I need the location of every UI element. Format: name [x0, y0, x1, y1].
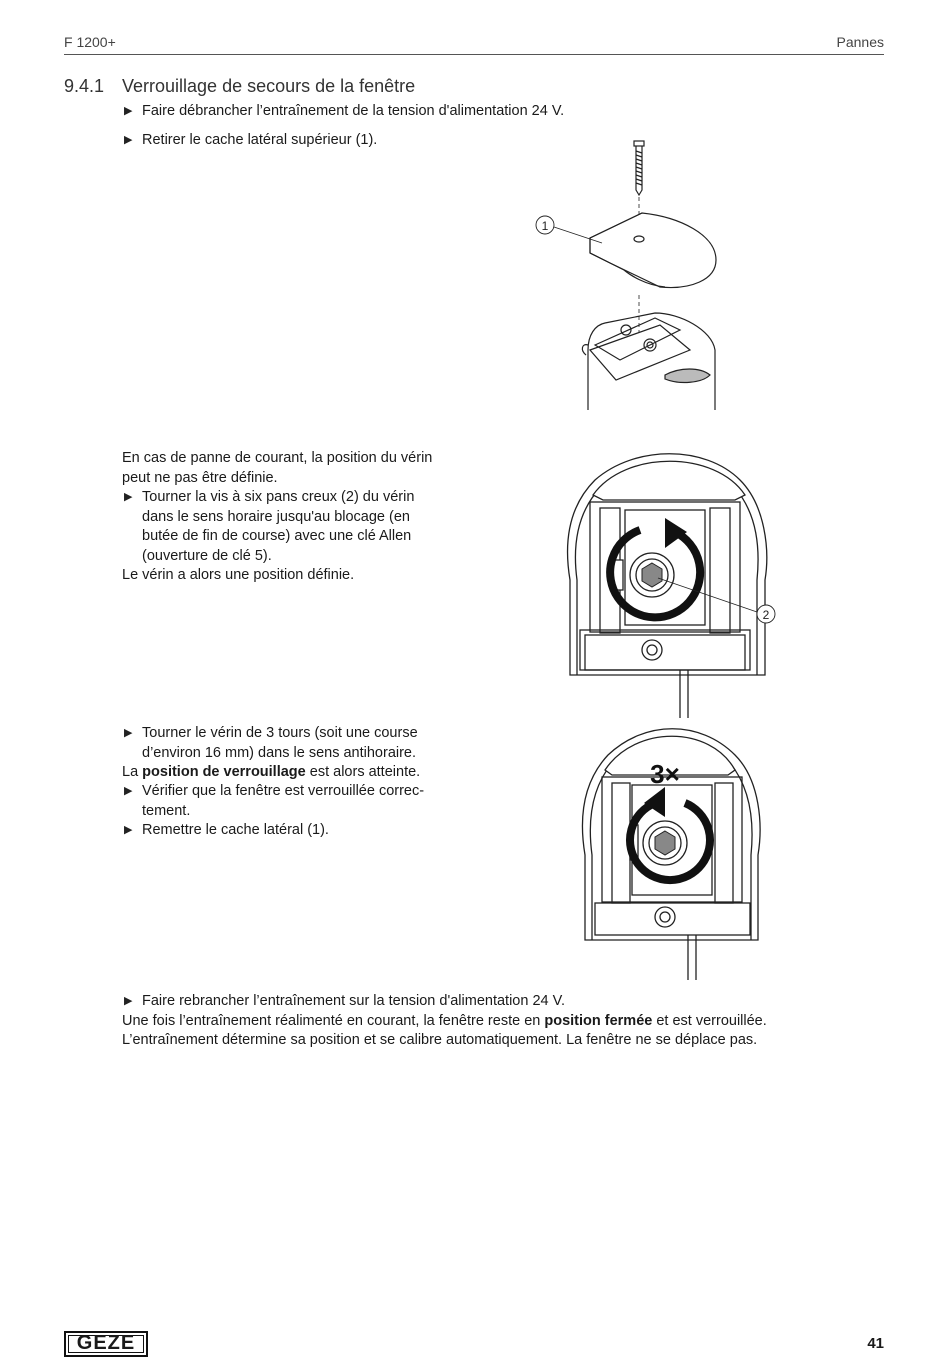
- bullet-arrow-icon: ▶: [124, 105, 133, 117]
- geze-logo: GEZE: [64, 1331, 148, 1357]
- section-title: Verrouillage de secours de la fenêtre: [122, 76, 416, 96]
- figure-counterclockwise-rotation: [570, 725, 770, 985]
- bullet-arrow-icon: ▶: [124, 134, 133, 146]
- result-locking-position: La position de verrouillage est alors atteinte.: [122, 764, 421, 780]
- step-disconnect: ▶ Faire débrancher l’entraînement de la tension d'alimentation 24 V.: [122, 102, 564, 122]
- step-remove-cover: ▶ Retirer le cache latéral supérieur (1).: [122, 131, 377, 151]
- header-rule: [64, 54, 884, 55]
- callout-2: 2: [762, 608, 770, 622]
- bullet-arrow-icon: ▶: [124, 824, 133, 836]
- bullet-arrow-icon: ▶: [124, 785, 133, 797]
- doc-title: F 1200+: [64, 34, 116, 50]
- step-reconnect: ▶ Faire rebrancher l’entraînement sur la tension d'alimentation 24 V.: [122, 992, 565, 1012]
- result-closed-position: Une fois l’entraînement réalimenté en courant, la fenêtre reste en position fermée et est verrouillée.: [122, 1013, 767, 1029]
- figure-cover-removal: [520, 135, 740, 410]
- result-defined-position: Le vérin a alors une position définie.: [122, 567, 355, 583]
- section-number: 9.4.1: [64, 76, 105, 96]
- chapter-title: Pannes: [836, 34, 884, 50]
- bullet-arrow-icon: ▶: [124, 491, 133, 503]
- figure-clockwise-rotation: [555, 450, 785, 720]
- power-failure-intro: En cas de panne de courant, la position du vérin peut ne pas être définie.: [122, 450, 433, 486]
- step-check-locked: ▶ Vérifier que la fenêtre est verrouillée correc- tement.: [124, 783, 425, 819]
- step-turn-counterclockwise: ▶ Tourner le vérin de 3 tours (soit une course d’environ 16 mm) dans le sens antihoraire.: [124, 725, 418, 761]
- page-number: 41: [867, 1335, 884, 1352]
- calibration-note: L’entraînement détermine sa position et se calibre automatiquement. La fenêtre ne se déplace pas.: [122, 1032, 758, 1048]
- turns-label: 3×: [650, 759, 680, 789]
- step-replace-cover: ▶ Remettre le cache latéral (1).: [122, 821, 329, 841]
- bullet-arrow-icon: ▶: [124, 727, 133, 739]
- callout-1: 1: [541, 219, 549, 233]
- bullet-arrow-icon: ▶: [124, 995, 133, 1007]
- step-turn-clockwise: ▶ Tourner la vis à six pans creux (2) du vérin dans le sens horaire jusqu'au blocage (en butée de fin de course) avec une clé Allen (ouverture de clé 5).: [124, 489, 415, 564]
